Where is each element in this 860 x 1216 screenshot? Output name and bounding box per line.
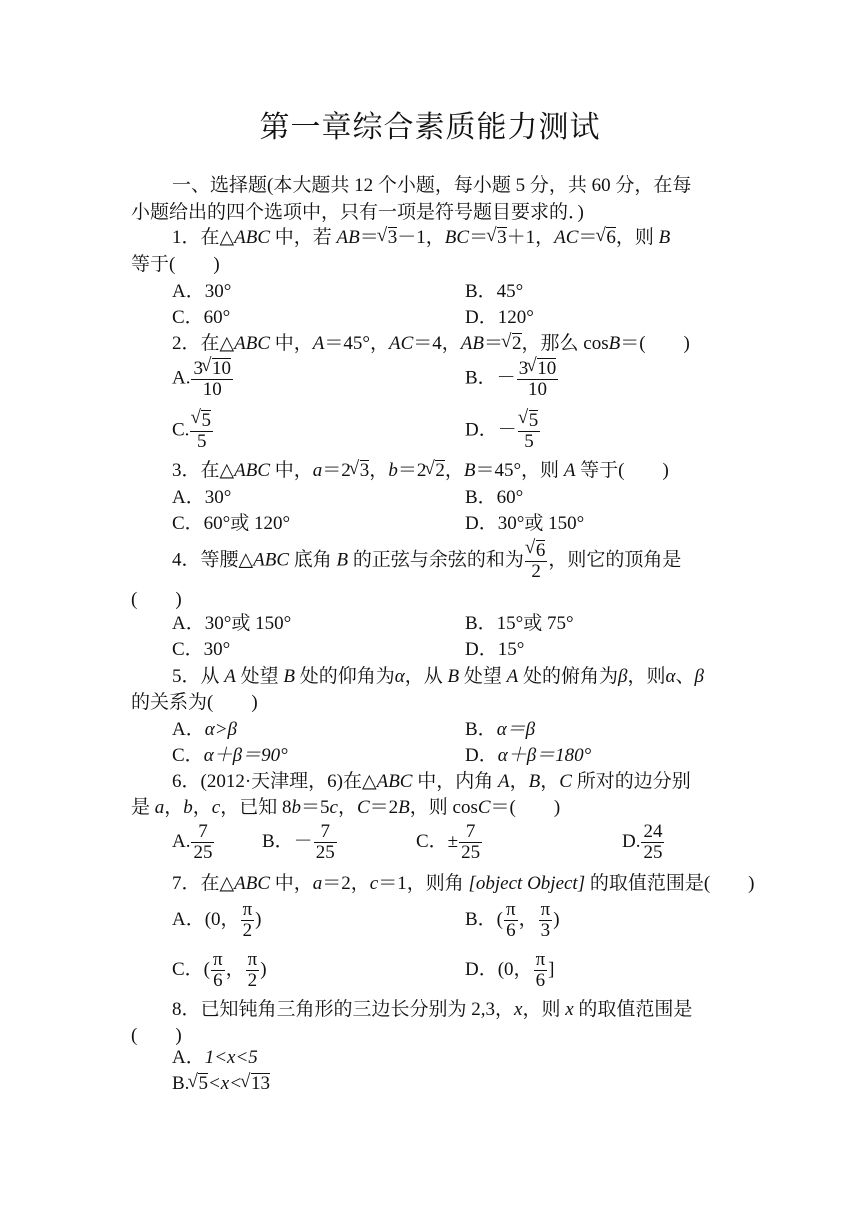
question-3-option-d: D．30°或 150° [465, 513, 585, 534]
question-8-option-a: A．1<x<5 [172, 1047, 258, 1068]
question-6-stem-line2: 是 a，b，c，已知 8b＝5c，C＝2B，则 cosC＝( ) [131, 797, 561, 818]
question-1-option-b: B．45° [465, 281, 524, 302]
sqrt-symbol: √ 10 [528, 358, 556, 379]
question-1-option-a: A．30° [172, 281, 232, 302]
question-4-option-a: A．30°或 150° [172, 613, 292, 634]
question-3-option-c: C．60°或 120° [172, 513, 291, 534]
sqrt-symbol: √ 5 [192, 410, 211, 431]
sqrt-symbol: √ 10 [203, 358, 231, 379]
sqrt-symbol: √ 5 [189, 1072, 208, 1096]
question-1-stem: 1．在△ABC 中，若 AB＝√ 3－1，BC＝√ 3＋1，AC＝√ 6，则 B [172, 226, 670, 250]
sqrt-symbol: √ 2 [426, 459, 445, 483]
section-heading-line2: 小题给出的四个选项中，只有一项是符号题目要求的．) [131, 202, 584, 223]
question-7-stem: 7．在△ABC 中，a＝2，c＝1，则角 [object Object] 的取值范围是( ) [172, 873, 755, 894]
fraction: $\frac{\pi}{6}$ [213, 949, 223, 991]
question-8-stem-line2: ( ) [131, 1025, 182, 1046]
question-5-option-d: D．α＋β＝180° [465, 745, 592, 766]
question-2-option-d: D．－ √ $\frac{5}{5}$ [465, 410, 541, 452]
question-4-stem-line2: ( ) [131, 589, 182, 610]
question-4-option-c: C．30° [172, 639, 231, 660]
sqrt-symbol: √ 2 [503, 332, 522, 356]
fraction: $\frac{\pi}{3}$ [540, 899, 551, 941]
sqrt-symbol: √ 3 [488, 226, 507, 250]
question-7-option-d: D．(0， $\frac{\pi}{6}$ ] [465, 949, 555, 991]
question-3-stem: 3．在△ABC 中，a＝2√ 3，b＝2√ 2，B＝45°，则 A 等于( ) [172, 459, 669, 483]
question-2-option-c: C. √ $\frac{5}{5}$ [172, 410, 214, 452]
question-6-stem: 6．(2012·天津理，6)在△ABC 中，内角 A，B，C 所对的边分别 [172, 771, 691, 792]
question-1-stem-line2: 等于( ) [131, 254, 220, 275]
question-7-option-a: A．(0， $\frac{\pi}{2}$ ) [172, 899, 262, 941]
sqrt-symbol: √ 6 [597, 226, 616, 250]
question-5-stem-line2: 的关系为( ) [131, 692, 258, 713]
sqrt-symbol: √ 5 [520, 410, 539, 431]
question-6-option-b: B．－ $\frac{7}{25}$ [262, 821, 335, 863]
fraction: $\frac{7}{25}$ [193, 821, 213, 863]
question-1-option-d: D．120° [465, 307, 534, 328]
question-7-option-b: B．( $\frac{\pi}{6}$ ， $\frac{\pi}{3}$ ) [465, 899, 560, 941]
fraction: √ $\frac{5}{5}$ [190, 410, 213, 452]
question-2-option-a: A. $\frac{3√ 10}{10}$ [172, 358, 234, 400]
section-heading-line1: 一、选择题(本大题共 12 个小题，每小题 5 分，共 60 分，在每 [172, 175, 692, 196]
fraction: $\frac{\pi}{6}$ [535, 949, 546, 991]
question-3-option-b: B．60° [465, 487, 524, 508]
page-title: 第一章综合素质能力测试 [259, 110, 601, 145]
fraction: $\frac{24}{25}$ [643, 821, 663, 863]
question-4-stem: 4．等腰△ABC 底角 B 的正弦与余弦的和为 √ $\frac{6}{2}$ ，则它的顶角是 [172, 540, 681, 582]
fraction: $\frac{7}{25}$ [461, 821, 481, 863]
sqrt-symbol: √ 6 [527, 540, 546, 561]
fraction: $\frac{\pi}{2}$ [247, 949, 258, 991]
fraction: $\frac{\pi}{2}$ [242, 899, 253, 941]
sqrt-symbol: √ 13 [242, 1072, 270, 1096]
question-7-option-c: C．( $\frac{\pi}{6}$ ， $\frac{\pi}{2}$ ) [172, 949, 267, 991]
question-2-option-b: B．－ $\frac{3√ 10}{10}$ [465, 358, 559, 400]
fraction: $\frac{7}{25}$ [315, 821, 335, 863]
question-4-option-d: D．15° [465, 639, 525, 660]
question-6-option-c: C．± $\frac{7}{25}$ [416, 821, 481, 863]
question-3-option-a: A．30° [172, 487, 232, 508]
question-8-stem: 8．已知钝角三角形的三边长分别为 2,3，x，则 x 的取值范围是 [172, 999, 693, 1020]
question-5-stem: 5．从 A 处望 B 处的仰角为α，从 B 处望 A 处的俯角为β，则α、β [172, 666, 704, 687]
question-6-option-d: D. $\frac{24}{25}$ [622, 821, 663, 863]
fraction: $\frac{3√ 10}{10}$ [517, 358, 559, 400]
sqrt-symbol: √ 3 [351, 459, 370, 483]
question-4-option-b: B．15°或 75° [465, 613, 574, 634]
question-5-option-c: C．α＋β＝90° [172, 745, 288, 766]
fraction: $\frac{\pi}{6}$ [506, 899, 516, 941]
fraction: √ $\frac{5}{5}$ [518, 410, 541, 452]
question-8-option-b: B.√ 5<x<√ 13 [172, 1072, 270, 1096]
question-5-option-b: B．α＝β [465, 719, 536, 740]
question-6-option-a: A. $\frac{7}{25}$ [172, 821, 213, 863]
fraction: √ $\frac{6}{2}$ [525, 540, 548, 582]
question-2-stem: 2．在△ABC 中，A＝45°，AC＝4，AB＝√ 2，那么 cosB＝( ) [172, 332, 690, 356]
sqrt-symbol: √ 3 [379, 226, 398, 250]
question-1-option-c: C．60° [172, 307, 231, 328]
fraction: $\frac{3√ 10}{10}$ [191, 358, 233, 400]
question-5-option-a: A．α>β [172, 719, 237, 740]
